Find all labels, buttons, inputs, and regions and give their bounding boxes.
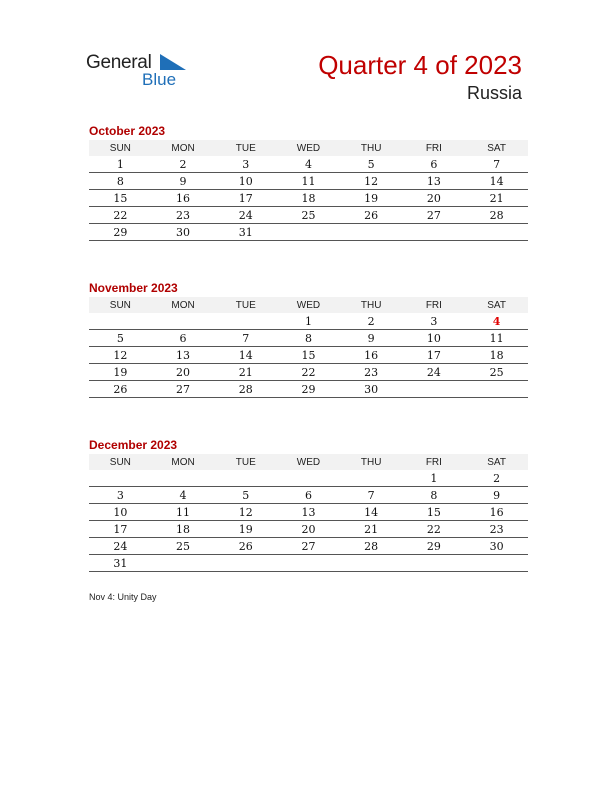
day-cell: 14 <box>340 504 403 521</box>
day-cell: 31 <box>214 224 277 241</box>
calendar-table <box>89 297 528 398</box>
day-cell: 3 <box>214 156 277 173</box>
day-cell: 26 <box>340 207 403 224</box>
day-cell: 8 <box>89 173 152 190</box>
calendar-table <box>89 140 528 241</box>
day-cell: 18 <box>152 521 215 538</box>
day-cell: 11 <box>152 504 215 521</box>
day-cell: 11 <box>465 330 528 347</box>
day-cell: 7 <box>214 330 277 347</box>
day-cell: 25 <box>277 207 340 224</box>
day-cell: 4 <box>152 487 215 504</box>
week-row <box>89 156 528 173</box>
day-cell: 7 <box>340 487 403 504</box>
day-cell: 27 <box>277 538 340 555</box>
day-cell: 4 <box>277 156 340 173</box>
day-cell: 22 <box>89 207 152 224</box>
day-cell: 21 <box>214 364 277 381</box>
day-cell: 9 <box>340 330 403 347</box>
day-cell <box>465 555 528 572</box>
day-cell: 9 <box>465 487 528 504</box>
day-cell: 6 <box>152 330 215 347</box>
day-cell: 10 <box>214 173 277 190</box>
weekday-header-row <box>89 454 528 470</box>
day-cell: 1 <box>277 313 340 330</box>
day-cell: 24 <box>403 364 466 381</box>
day-cell: 30 <box>340 381 403 398</box>
weekday-header: WED <box>277 454 340 470</box>
day-cell: 6 <box>403 156 466 173</box>
day-cell: 16 <box>152 190 215 207</box>
day-cell <box>89 313 152 330</box>
logo-text-blue: Blue <box>142 70 177 89</box>
page-title: Quarter 4 of 2023 <box>318 50 522 80</box>
calendar-table <box>89 454 528 572</box>
weekday-header: SAT <box>465 297 528 313</box>
day-cell: 20 <box>277 521 340 538</box>
day-cell: 17 <box>89 521 152 538</box>
day-cell: 27 <box>152 381 215 398</box>
month-title: October 2023 <box>89 124 166 138</box>
week-row <box>89 538 528 555</box>
weekday-header: MON <box>152 454 215 470</box>
week-row <box>89 173 528 190</box>
day-cell: 15 <box>277 347 340 364</box>
day-cell <box>277 224 340 241</box>
day-cell: 2 <box>340 313 403 330</box>
weekday-header: TUE <box>214 454 277 470</box>
day-cell: 5 <box>340 156 403 173</box>
week-row <box>89 487 528 504</box>
day-cell: 17 <box>214 190 277 207</box>
weekday-header: WED <box>277 140 340 156</box>
day-cell: 10 <box>89 504 152 521</box>
country-name: Russia <box>466 83 522 103</box>
week-row <box>89 555 528 572</box>
day-cell <box>152 555 215 572</box>
day-cell: 6 <box>277 487 340 504</box>
day-cell: 16 <box>465 504 528 521</box>
week-row <box>89 381 528 398</box>
day-cell <box>277 470 340 487</box>
day-cell: 15 <box>89 190 152 207</box>
day-cell: 8 <box>403 487 466 504</box>
day-cell: 14 <box>214 347 277 364</box>
weekday-header: FRI <box>403 454 466 470</box>
day-cell: 28 <box>214 381 277 398</box>
weekday-header-row <box>89 140 528 156</box>
day-cell: 28 <box>340 538 403 555</box>
day-cell: 15 <box>403 504 466 521</box>
day-cell: 11 <box>277 173 340 190</box>
day-cell: 8 <box>277 330 340 347</box>
month-title: December 2023 <box>89 438 178 452</box>
day-cell: 24 <box>89 538 152 555</box>
month-december <box>89 436 528 572</box>
weekday-header: SAT <box>465 140 528 156</box>
day-cell: 1 <box>403 470 466 487</box>
day-cell <box>89 470 152 487</box>
day-cell <box>152 313 215 330</box>
day-cell <box>465 224 528 241</box>
week-row <box>89 190 528 207</box>
day-cell: 30 <box>152 224 215 241</box>
day-cell <box>403 555 466 572</box>
week-row <box>89 207 528 224</box>
logo-flag-icon <box>160 54 186 70</box>
day-cell <box>340 470 403 487</box>
weekday-header: SUN <box>89 297 152 313</box>
day-cell: 23 <box>152 207 215 224</box>
day-cell: 20 <box>403 190 466 207</box>
day-cell: 18 <box>277 190 340 207</box>
day-cell: 29 <box>89 224 152 241</box>
weekday-header: TUE <box>214 140 277 156</box>
logo-text-general: General <box>86 52 152 73</box>
day-cell: 26 <box>89 381 152 398</box>
day-cell: 17 <box>403 347 466 364</box>
weekday-header: SUN <box>89 140 152 156</box>
day-cell: 16 <box>340 347 403 364</box>
weekday-header: FRI <box>403 140 466 156</box>
day-cell <box>214 555 277 572</box>
day-cell: 29 <box>277 381 340 398</box>
day-cell: 31 <box>89 555 152 572</box>
day-cell: 9 <box>152 173 215 190</box>
day-cell <box>152 470 215 487</box>
day-cell: 2 <box>465 470 528 487</box>
week-row <box>89 313 528 330</box>
day-cell: 12 <box>214 504 277 521</box>
day-cell: 1 <box>89 156 152 173</box>
day-cell <box>277 555 340 572</box>
day-cell: 20 <box>152 364 215 381</box>
generalblue-logo <box>86 50 196 90</box>
day-cell: 12 <box>340 173 403 190</box>
week-row <box>89 521 528 538</box>
week-row <box>89 330 528 347</box>
day-cell: 21 <box>340 521 403 538</box>
holiday-note: Nov 4: Unity Day <box>89 592 157 602</box>
day-cell: 13 <box>277 504 340 521</box>
month-october <box>89 122 528 241</box>
weekday-header-row <box>89 297 528 313</box>
day-cell: 29 <box>403 538 466 555</box>
day-cell: 30 <box>465 538 528 555</box>
day-cell <box>340 224 403 241</box>
weekday-header: FRI <box>403 297 466 313</box>
day-cell: 13 <box>403 173 466 190</box>
day-cell: 24 <box>214 207 277 224</box>
month-november <box>89 279 528 398</box>
week-row <box>89 504 528 521</box>
day-cell: 5 <box>214 487 277 504</box>
day-cell: 13 <box>152 347 215 364</box>
day-cell: 22 <box>277 364 340 381</box>
day-cell: 27 <box>403 207 466 224</box>
week-row <box>89 364 528 381</box>
day-cell: 7 <box>465 156 528 173</box>
day-cell: 28 <box>465 207 528 224</box>
weekday-header: MON <box>152 297 215 313</box>
day-cell: 5 <box>89 330 152 347</box>
week-row <box>89 347 528 364</box>
day-cell: 12 <box>89 347 152 364</box>
weekday-header: THU <box>340 297 403 313</box>
day-cell: 4 <box>465 313 528 330</box>
weekday-header: MON <box>152 140 215 156</box>
weekday-header: WED <box>277 297 340 313</box>
weekday-header: TUE <box>214 297 277 313</box>
day-cell: 23 <box>465 521 528 538</box>
weekday-header: SUN <box>89 454 152 470</box>
day-cell: 14 <box>465 173 528 190</box>
day-cell: 18 <box>465 347 528 364</box>
day-cell: 21 <box>465 190 528 207</box>
month-title: November 2023 <box>89 281 178 295</box>
day-cell: 25 <box>465 364 528 381</box>
day-cell <box>403 224 466 241</box>
day-cell <box>403 381 466 398</box>
day-cell: 2 <box>152 156 215 173</box>
day-cell: 23 <box>340 364 403 381</box>
day-cell: 25 <box>152 538 215 555</box>
day-cell: 19 <box>214 521 277 538</box>
day-cell: 19 <box>89 364 152 381</box>
weekday-header: THU <box>340 454 403 470</box>
day-cell <box>214 313 277 330</box>
day-cell <box>465 381 528 398</box>
day-cell <box>340 555 403 572</box>
day-cell: 3 <box>89 487 152 504</box>
day-cell: 19 <box>340 190 403 207</box>
day-cell <box>214 470 277 487</box>
day-cell: 22 <box>403 521 466 538</box>
week-row <box>89 224 528 241</box>
weekday-header: SAT <box>465 454 528 470</box>
week-row <box>89 470 528 487</box>
weekday-header: THU <box>340 140 403 156</box>
day-cell: 26 <box>214 538 277 555</box>
day-cell: 10 <box>403 330 466 347</box>
day-cell: 3 <box>403 313 466 330</box>
